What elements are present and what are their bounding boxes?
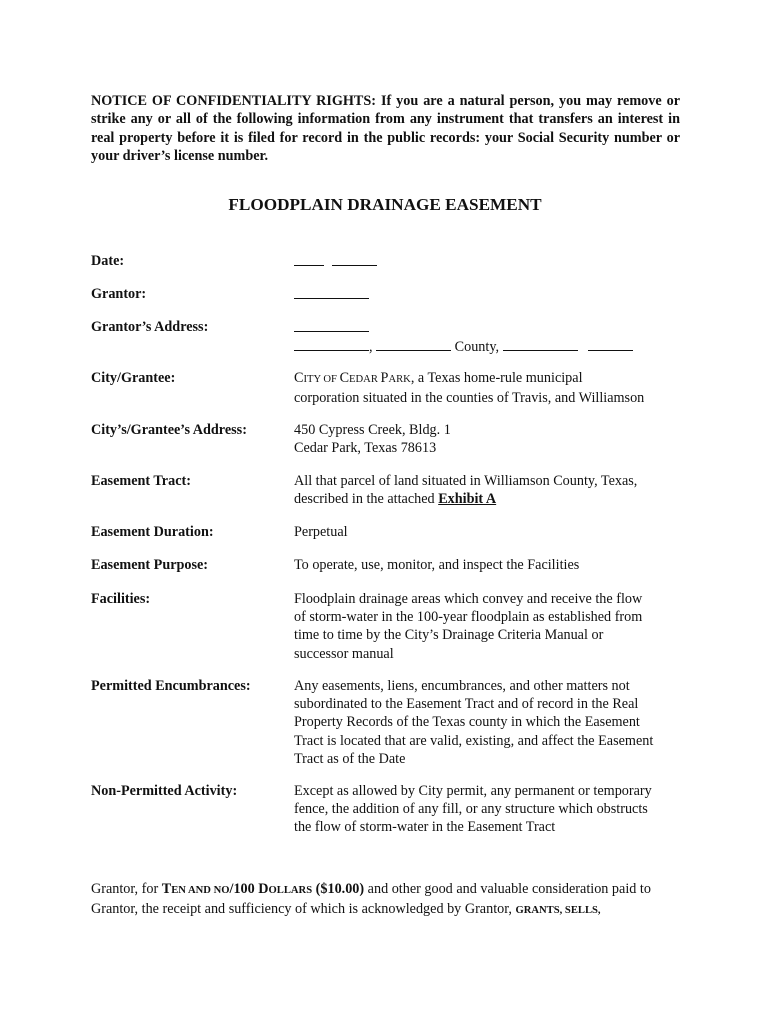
city-grantee-label: City/Grantee: bbox=[91, 370, 176, 386]
document-title: FLOODPLAIN DRAINAGE EASEMENT bbox=[228, 195, 542, 214]
easement-purpose-value: To operate, use, monitor, and inspect the Facilities bbox=[294, 557, 580, 573]
grantor-address-zip-blank[interactable] bbox=[588, 337, 633, 351]
non-permitted-line: the flow of storm-water in the Easement Tract bbox=[294, 819, 556, 836]
county-label: County, bbox=[454, 339, 500, 356]
city-address-line2: Cedar Park, Texas 78613 bbox=[294, 440, 437, 457]
grantor-address-street-blank[interactable] bbox=[294, 318, 369, 332]
permitted-line: Property Records of the Texas county in which the Easement bbox=[294, 714, 640, 731]
city-address-line1: 450 Cypress Creek, Bldg. 1 bbox=[294, 422, 451, 438]
permitted-line: Any easements, liens, encumbrances, and other matters not bbox=[294, 678, 630, 694]
date-blank-2[interactable] bbox=[332, 252, 377, 266]
easement-tract-line1: All that parcel of land situated in Williamson County, Texas, bbox=[294, 473, 638, 489]
date-blank-1[interactable] bbox=[294, 252, 324, 266]
facilities-line: of storm-water in the 100-year floodplain as established from bbox=[294, 609, 643, 626]
permitted-encumbrances-label: Permitted Encumbrances: bbox=[91, 678, 251, 694]
non-permitted-activity-label: Non-Permitted Activity: bbox=[91, 783, 238, 799]
facilities-line: successor manual bbox=[294, 645, 394, 662]
easement-tract-label: Easement Tract: bbox=[91, 473, 191, 489]
grant-paragraph: Grantor, for TEN AND NO/100 DOLLARS ($10.00) and other good and valuable consideration paid to Grantor, the receipt and sufficiency of which is acknowledged by Grantor, GRANTS, SELLS, bbox=[91, 881, 651, 918]
easement-duration-value: Perpetual bbox=[294, 524, 348, 540]
grantor-blank[interactable] bbox=[294, 285, 369, 299]
permitted-line: Tract is located that are valid, existing, and affect the Easement bbox=[294, 732, 654, 749]
city-address-label: City’s/Grantee’s Address: bbox=[91, 422, 247, 438]
grantor-label: Grantor: bbox=[91, 286, 147, 302]
grants-sells: GRANTS, SELLS, bbox=[515, 905, 601, 917]
easement-duration-label: Easement Duration: bbox=[91, 524, 214, 540]
facilities-line: time to time by the City’s Drainage Criteria Manual or bbox=[294, 627, 604, 644]
document-page: NOTICE OF CONFIDENTIALITY RIGHTS: If you are a natural person, you may remove or strike any or all of the following information from any instrument that transfers an interest in real property before it is filed for record in the public records: your Social Security number or your driver’s license number. FLOODPLAIN DRAINAGE EASEMENT Date: Grantor: Grantor’s Address: , County, City/Grantee: CITY OF CEDAR PARK, a Texas home-rule municipal corporation situated in the counties of Travis, and Williamson City’s/Grantee’s Address: 450 Cypress Creek, Bldg. 1 Cedar Park, Texas 78613 Easement Tract: All that parcel of land situated in Williamson County, Texas, described in the attached Exhibit A Easement Duration: Perpetual Easement Purpose: To operate, use, monitor, and inspect the Facilities Facilities: Floodplain drainage areas which convey and receive the flow of storm-water in the 100-year floodplain as established from time to time by the City’s Drainage Criteria Manual or successor manual Permitted Encumbrances: Any easements, liens, encumbrances, and other matters not subordinated to the Easement Tract and of record in the Real Property Records of the Texas county in which the Easement Tract is located that are valid, existing, and affect the Easement Tract as of the Date Non-Permitted Activity: Except as allowed by City permit, any permanent or temporary fence, the addition of any fill, or any structure which obstructs the flow of storm-water in the Easement Tract Grantor, for TEN AND NO/100 DOLLARS ($10.00) and other good and valuable consideration paid to Grantor, the receipt and sufficiency of which is acknowledged by Grantor, GRANTS, SELLS, bbox=[0, 0, 770, 1024]
grantor-address-label: Grantor’s Address: bbox=[91, 319, 209, 335]
easement-tract-line2: described in the attached bbox=[294, 491, 439, 508]
facilities-line: Floodplain drainage areas which convey and receive the flow bbox=[294, 591, 643, 607]
confidentiality-notice: NOTICE OF CONFIDENTIALITY RIGHTS: If you are a natural person, you may remove or strike any or all of the following information from any instrument that transfers an interest in real property before it is filed for record in the public records: your Social Security number or your driver’s license number. bbox=[91, 93, 680, 165]
permitted-line: Tract as of the Date bbox=[294, 750, 406, 767]
date-label: Date: bbox=[91, 253, 125, 269]
facilities-label: Facilities: bbox=[91, 591, 151, 607]
non-permitted-line: Except as allowed by City permit, any permanent or temporary bbox=[294, 783, 652, 799]
grantor-address-state-blank[interactable] bbox=[376, 337, 451, 351]
city-grantee-line1: CITY OF CEDAR PARK, a Texas home-rule municipal bbox=[294, 370, 583, 386]
easement-purpose-label: Easement Purpose: bbox=[91, 557, 209, 573]
city-grantee-line2: corporation situated in the counties of Travis, and Williamson bbox=[294, 390, 645, 407]
grantor-address-county-blank[interactable] bbox=[503, 337, 578, 351]
grantor-address-city-blank[interactable] bbox=[294, 337, 369, 351]
non-permitted-line: fence, the addition of any fill, or any structure which obstructs bbox=[294, 801, 648, 818]
permitted-line: subordinated to the Easement Tract and of record in the Real bbox=[294, 696, 639, 713]
exhibit-a-link[interactable]: Exhibit A bbox=[438, 491, 497, 508]
